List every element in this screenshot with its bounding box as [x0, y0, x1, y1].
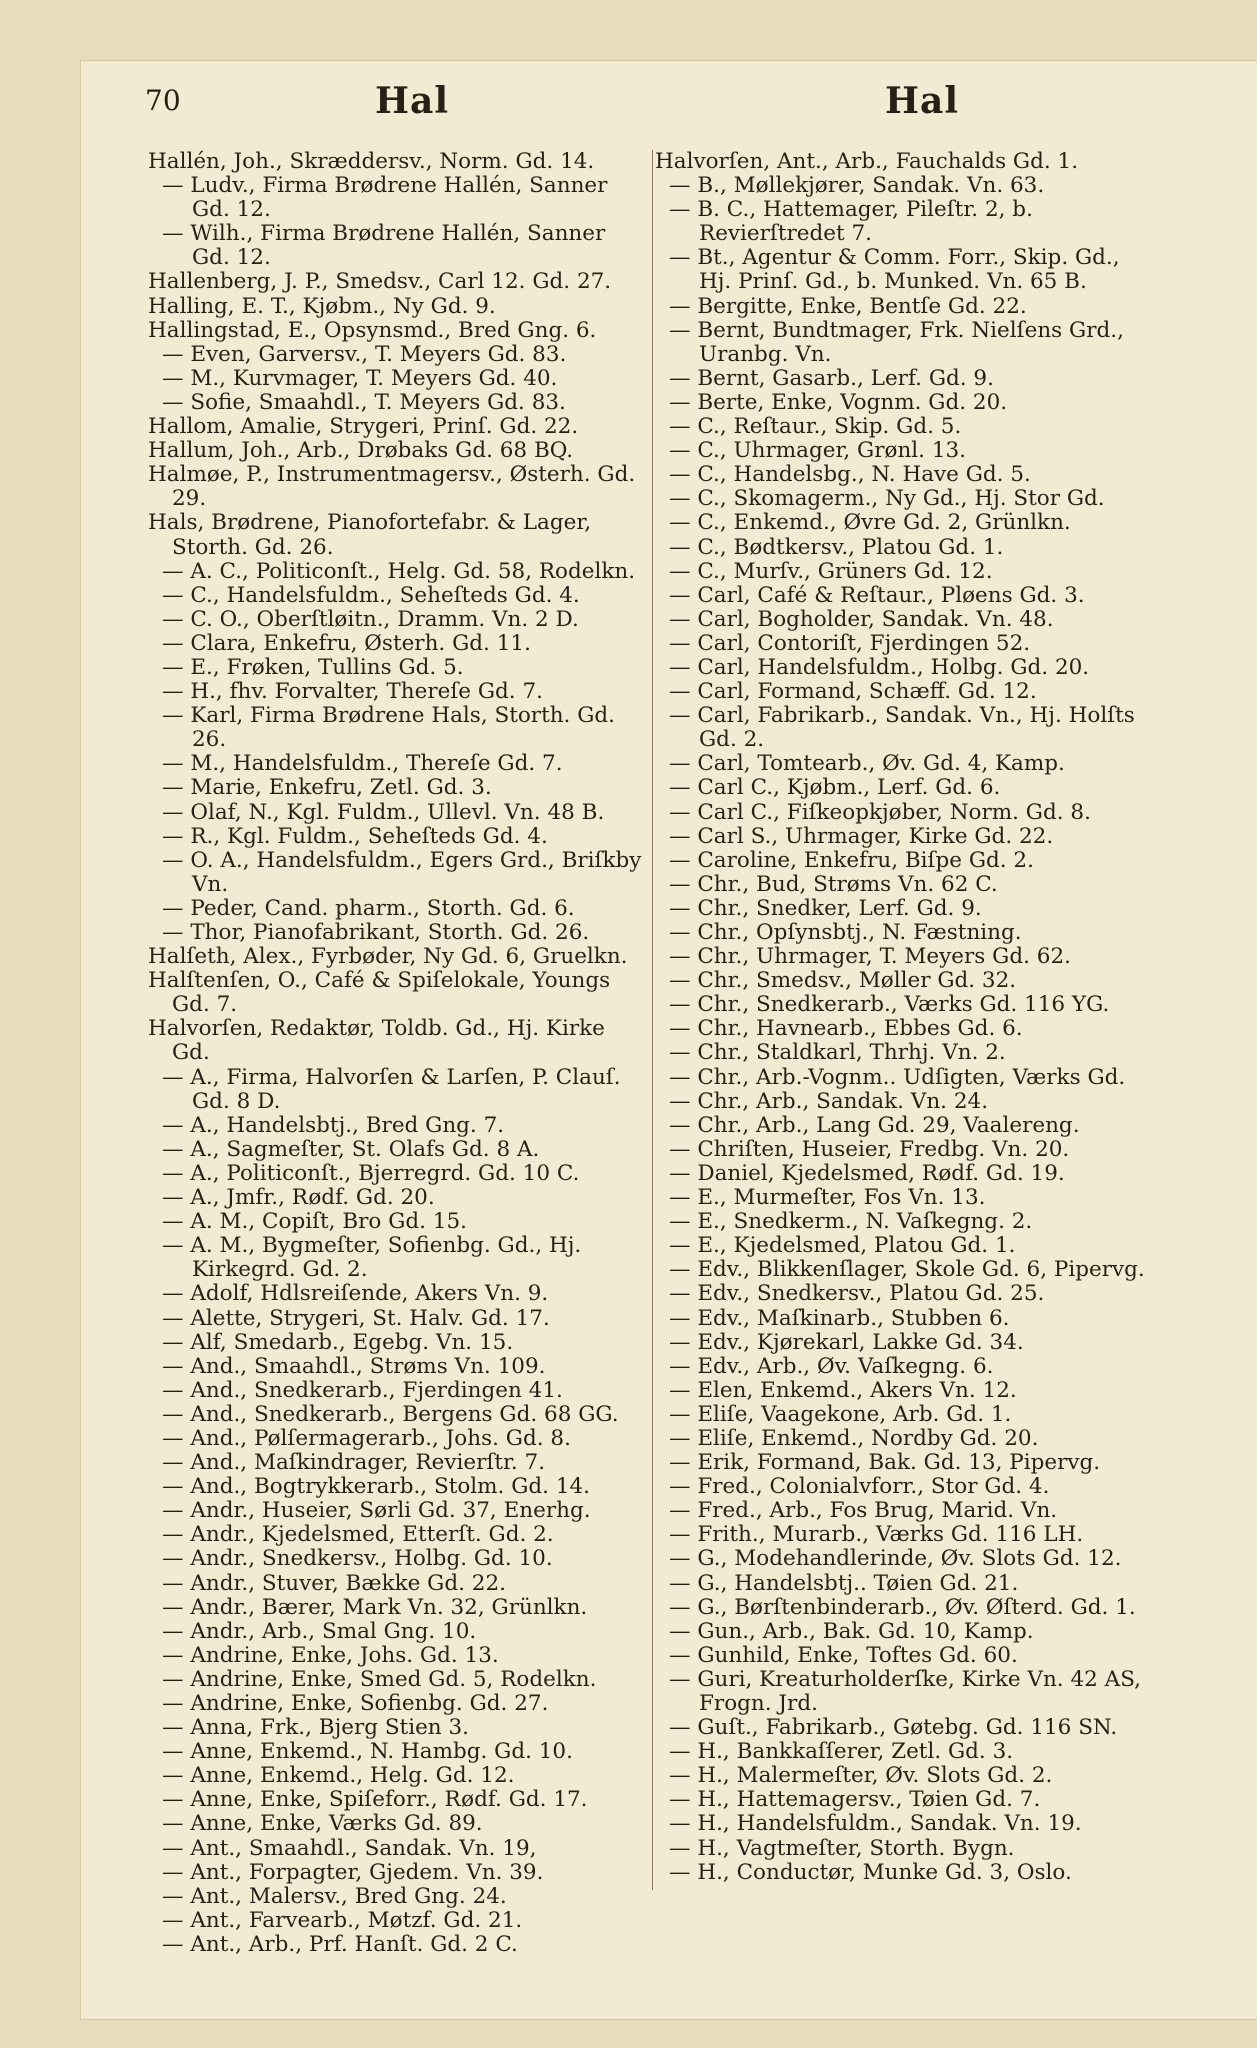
directory-entry: — M., Handelsfuldm., Thereſe Gd. 7.	[162, 751, 563, 777]
directory-entry: Halmøe, P., Instrumentmagersv., Østerh. Gd. 29.	[148, 462, 636, 512]
directory-entry: — Ant., Farvearb., Møtzf. Gd. 21.	[162, 1907, 523, 1933]
directory-entry: — Carl, Café & Reſtaur., Pløens Gd. 3.	[669, 582, 1085, 608]
directory-entry: — Carl C., Kjøbm., Lerf. Gd. 6.	[669, 775, 1001, 801]
directory-entry: — Anne, Enkemd., N. Hambg. Gd. 10.	[162, 1739, 573, 1765]
directory-entry: — C., Murſv., Grüners Gd. 12.	[669, 558, 993, 584]
directory-entry: Hallenberg, J. P., Smedsv., Carl 12. Gd. 27.	[148, 269, 612, 295]
directory-entry: — Edv., Arb., Øv. Vaſkegng. 6.	[669, 1353, 994, 1379]
directory-entry: — A., Handelsbtj., Bred Gng. 7.	[162, 1112, 505, 1138]
directory-entry: — Bt., Agentur & Comm. Forr., Skip. Gd., Hj. Prinſ. Gd., b. Munked. Vn. 65 B.	[669, 245, 1120, 295]
directory-entry: — A. M., Bygmeſter, Sofienbg. Gd., Hj. Kirkegrd. Gd. 2.	[162, 1233, 582, 1283]
directory-entry: Hallum, Joh., Arb., Drøbaks Gd. 68 BQ.	[148, 438, 574, 464]
directory-entry: — Olaf, N., Kgl. Fuldm., Ullevl. Vn. 48 B.	[162, 799, 605, 825]
directory-entry: — Elen, Enkemd., Akers Vn. 12.	[669, 1377, 1017, 1403]
directory-entry: — C., Enkemd., Øvre Gd. 2, Grünlkn.	[669, 510, 1071, 536]
directory-entry: — C., Bødtkersv., Platou Gd. 1.	[669, 534, 1004, 560]
directory-entry: — Carl, Bogholder, Sandak. Vn. 48.	[669, 606, 1054, 632]
directory-entry: — Chr., Smedsv., Møller Gd. 32.	[669, 968, 1017, 994]
directory-entry: — Andrine, Enke, Smed Gd. 5, Rodelkn.	[162, 1666, 597, 1692]
directory-entry: — Anne, Enke, Værks Gd. 89.	[162, 1811, 483, 1837]
directory-entry: — Eliſe, Enkemd., Nordby Gd. 20.	[669, 1425, 1039, 1451]
directory-entry: — Daniel, Kjedelsmed, Rødf. Gd. 19.	[669, 1160, 1065, 1186]
directory-entry: — And., Bogtrykkerarb., Stolm. Gd. 14.	[162, 1474, 591, 1500]
directory-entry: — And., Pølſermagerarb., Johs. Gd. 8.	[162, 1425, 571, 1451]
directory-entry: — E., Murmeſter, Fos Vn. 13.	[669, 1185, 986, 1211]
directory-entry: — Chr., Arb., Lang Gd. 29, Vaalereng.	[669, 1112, 1080, 1138]
left-column	[148, 150, 648, 1957]
directory-entry: — Sofie, Smaahdl., T. Meyers Gd. 83.	[162, 389, 566, 415]
directory-entry: — Eliſe, Vaagekone, Arb. Gd. 1.	[669, 1401, 1012, 1427]
directory-entry: — Chr., Arb.-Vognm.. Udſigten, Værks Gd.	[669, 1064, 1126, 1090]
directory-entry: — Ant., Forpagter, Gjedem. Vn. 39.	[162, 1859, 544, 1885]
directory-entry: — And., Snedkerarb., Bergens Gd. 68 GG.	[162, 1401, 619, 1427]
directory-entry: — H., fhv. Forvalter, Thereſe Gd. 7.	[162, 679, 543, 705]
directory-entry: — Alette, Strygeri, St. Halv. Gd. 17.	[162, 1305, 550, 1331]
directory-entry: — And., Smaahdl., Strøms Vn. 109.	[162, 1353, 546, 1379]
directory-entry: — Peder, Cand. pharm., Storth. Gd. 6.	[162, 895, 575, 921]
directory-entry: — Gun., Arb., Bak. Gd. 10, Kamp.	[669, 1618, 1034, 1644]
directory-entry: — B. C., Hattemager, Pileſtr. 2, b. Revierſtredet 7.	[669, 197, 1033, 247]
directory-entry: — G., Modehandlerinde, Øv. Slots Gd. 12.	[669, 1546, 1122, 1572]
directory-entry: Halſtenſen, O., Café & Spiſelokale, Youngs Gd. 7.	[148, 968, 611, 1018]
directory-entry: — Anna, Frk., Bjerg Stien 3.	[162, 1715, 469, 1741]
directory-entry: — Andr., Huseier, Sørli Gd. 37, Enerhg.	[162, 1498, 591, 1524]
directory-entry: — Even, Garversv., T. Meyers Gd. 83.	[162, 341, 567, 367]
directory-entry: — Carl, Handelsfuldm., Holbg. Gd. 20.	[669, 654, 1090, 680]
directory-entry: — Wilh., Firma Brødrene Hallén, Sanner Gd. 12.	[162, 221, 606, 271]
directory-entry: — Adolf, Hdlsreiſende, Akers Vn. 9.	[162, 1281, 549, 1307]
directory-entry: — B., Møllekjører, Sandak. Vn. 63.	[669, 173, 1045, 199]
directory-entry: — C. O., Oberſtløitn., Dramm. Vn. 2 D.	[162, 606, 579, 632]
directory-entry: — Fred., Arb., Fos Brug, Marid. Vn.	[669, 1498, 1058, 1524]
directory-entry: — Andr., Snedkersv., Holbg. Gd. 10.	[162, 1546, 553, 1572]
directory-entry: — Caroline, Enkefru, Biſpe Gd. 2.	[669, 847, 1034, 873]
directory-entry: — Alf, Smedarb., Egebg. Vn. 15.	[162, 1329, 514, 1355]
directory-entry: — Bernt, Gasarb., Lerf. Gd. 9.	[669, 365, 994, 391]
directory-entry: Halſeth, Alex., Fyrbøder, Ny Gd. 6, Gruelkn.	[148, 944, 628, 970]
directory-entry: — Marie, Enkefru, Zetl. Gd. 3.	[162, 775, 492, 801]
directory-entry: — Fred., Colonialvforr., Stor Gd. 4.	[669, 1474, 1050, 1500]
directory-entry: — Carl, Formand, Schæff. Gd. 12.	[669, 679, 1037, 705]
directory-entry: — Carl, Tomtearb., Øv. Gd. 4, Kamp.	[669, 751, 1065, 777]
directory-entry: — Karl, Firma Brødrene Hals, Storth. Gd. 26.	[162, 703, 616, 753]
directory-entry: — And., Snedkerarb., Fjerdingen 41.	[162, 1377, 563, 1403]
directory-entry: — Andr., Bærer, Mark Vn. 32, Grünlkn.	[162, 1594, 588, 1620]
page-number: 70	[145, 84, 181, 117]
directory-entry: — Andrine, Enke, Johs. Gd. 13.	[162, 1642, 499, 1668]
directory-entry: — G., Handelsbtj.. Tøien Gd. 21.	[669, 1570, 1019, 1596]
running-head-left: Hal	[375, 80, 450, 122]
directory-entry: — Thor, Pianofabrikant, Storth. Gd. 26.	[162, 920, 590, 945]
directory-entry: — A., Firma, Halvorſen & Larſen, P. Clauſ. Gd. 8 D.	[162, 1064, 621, 1114]
directory-entry: — C., Uhrmager, Grønl. 13.	[669, 438, 967, 464]
directory-entry: — R., Kgl. Fuldm., Seheſteds Gd. 4.	[162, 823, 548, 849]
directory-entry: Halling, E. T., Kjøbm., Ny Gd. 9.	[148, 293, 496, 319]
directory-entry: — Andr., Arb., Smal Gng. 10.	[162, 1618, 477, 1644]
directory-entry: — Chr., Snedkerarb., Værks Gd. 116 YG.	[669, 992, 1110, 1018]
directory-entry: — Chr., Opſynsbtj., N. Fæstning.	[669, 920, 1022, 945]
directory-entry: — Anne, Enkemd., Helg. Gd. 12.	[162, 1763, 515, 1789]
directory-entry: — And., Maſkindrager, Revierſtr. 7.	[162, 1450, 546, 1476]
directory-entry: — Andrine, Enke, Sofienbg. Gd. 27.	[162, 1691, 549, 1716]
directory-entry: Hallén, Joh., Skræddersv., Norm. Gd. 14.	[148, 149, 595, 174]
directory-entry: — M., Kurvmager, T. Meyers Gd. 40.	[162, 365, 558, 391]
directory-entry: — A. C., Politiconſt., Helg. Gd. 58, Rodelkn.	[162, 558, 636, 584]
directory-entry: — Chr., Staldkarl, Thrhj. Vn. 2.	[669, 1040, 1006, 1066]
directory-entry: — C., Handelsbg., N. Have Gd. 5.	[669, 462, 1031, 488]
directory-entry: — C., Reſtaur., Skip. Gd. 5.	[669, 414, 962, 440]
directory-entry: — Ant., Malersv., Bred Gng. 24.	[162, 1883, 507, 1909]
directory-entry: — A. M., Copiſt, Bro Gd. 15.	[162, 1209, 467, 1235]
directory-entry: — Carl, Fabrikarb., Sandak. Vn., Hj. Holſts Gd. 2.	[669, 703, 1135, 753]
right-column	[655, 150, 1155, 1885]
directory-entry: Hallom, Amalie, Strygeri, Prinſ. Gd. 22.	[148, 414, 579, 440]
directory-entry: — H., Conductør, Munke Gd. 3, Oslo.	[669, 1859, 1072, 1885]
directory-entry: Halvorſen, Ant., Arb., Fauchalds Gd. 1.	[655, 149, 1079, 174]
directory-entry: — Bernt, Bundtmager, Frk. Nielſens Grd., Uranbg. Vn.	[669, 317, 1124, 367]
directory-entry: Hals, Brødrene, Pianofortefabr. & Lager, Storth. Gd. 26.	[148, 510, 592, 560]
directory-entry: Halvorſen, Redaktør, Toldb. Gd., Hj. Kirke Gd.	[148, 1016, 605, 1066]
directory-entry: — Chr., Arb., Sandak. Vn. 24.	[669, 1088, 989, 1114]
directory-entry: — Erik, Formand, Bak. Gd. 13, Pipervg.	[669, 1450, 1101, 1476]
page-header	[145, 80, 1145, 134]
directory-entry: — Frith., Murarb., Værks Gd. 116 LH.	[669, 1522, 1084, 1548]
directory-entry: — Edv., Blikkenſlager, Skole Gd. 6, Pipervg.	[669, 1257, 1145, 1283]
directory-entry: — Bergitte, Enke, Bentſe Gd. 22.	[669, 293, 1027, 319]
directory-entry: — O. A., Handelsfuldm., Egers Grd., Briſkby Vn.	[162, 847, 642, 897]
directory-entry: — A., Politiconſt., Bjerregrd. Gd. 10 C.	[162, 1160, 580, 1186]
directory-entry: — G., Børſtenbinderarb., Øv. Øſterd. Gd. 1.	[669, 1594, 1136, 1620]
directory-entry: — Anne, Enke, Spiſeforr., Rødf. Gd. 17.	[162, 1787, 588, 1813]
directory-entry: — Carl S., Uhrmager, Kirke Gd. 22.	[669, 823, 1054, 849]
directory-entry: — Carl C., Fiſkeopkjøber, Norm. Gd. 8.	[669, 799, 1091, 825]
directory-entry: — E., Snedkerm., N. Vaſkegng. 2.	[669, 1209, 1033, 1235]
directory-entry: — Edv., Snedkersv., Platou Gd. 25.	[669, 1281, 1045, 1307]
directory-entry: — Edv., Maſkinarb., Stubben 6.	[669, 1305, 1010, 1331]
running-head-right: Hal	[885, 80, 960, 122]
directory-entry: — Ant., Smaahdl., Sandak. Vn. 19,	[162, 1835, 537, 1861]
directory-entry: — Berte, Enke, Vognm. Gd. 20.	[669, 389, 1008, 415]
directory-entry: Hallingstad, E., Opsynsmd., Bred Gng. 6.	[148, 317, 597, 343]
directory-entry: — Gunhild, Enke, Toftes Gd. 60.	[669, 1642, 1018, 1668]
directory-entry: — Chr., Snedker, Lerf. Gd. 9.	[669, 895, 982, 921]
directory-entry: — Ant., Arb., Prf. Hanſt. Gd. 2 C.	[162, 1931, 518, 1957]
directory-entry: — H., Hattemagersv., Tøien Gd. 7.	[669, 1787, 1041, 1813]
directory-entry: — C., Skomagerm., Ny Gd., Hj. Stor Gd.	[669, 486, 1105, 512]
directory-entry: — H., Malermeſter, Øv. Slots Gd. 2.	[669, 1763, 1053, 1789]
directory-entry: — Chr., Uhrmager, T. Meyers Gd. 62.	[669, 944, 1071, 970]
directory-entry: — Chr., Havnearb., Ebbes Gd. 6.	[669, 1016, 1023, 1042]
directory-entry: — Guſt., Fabrikarb., Gøtebg. Gd. 116 SN.	[669, 1715, 1118, 1741]
directory-entry: — Chriſten, Huseier, Fredbg. Vn. 20.	[669, 1136, 1070, 1162]
directory-entry: — Carl, Contoriſt, Fjerdingen 52.	[669, 630, 1031, 656]
directory-entry: — E., Frøken, Tullins Gd. 5.	[162, 654, 464, 680]
directory-entry: — H., Handelsfuldm., Sandak. Vn. 19.	[669, 1811, 1082, 1837]
directory-entry: — E., Kjedelsmed, Platou Gd. 1.	[669, 1233, 1016, 1259]
directory-entry: — Chr., Bud, Strøms Vn. 62 C.	[669, 871, 998, 897]
directory-entry: — H., Bankkaſſerer, Zetl. Gd. 3.	[669, 1739, 1014, 1765]
directory-entry: — C., Handelsfuldm., Seheſteds Gd. 4.	[162, 582, 580, 608]
column-divider	[652, 150, 653, 1890]
directory-entry: — Ludv., Firma Brødrene Hallén, Sanner Gd. 12.	[162, 173, 608, 223]
directory-entry: — Clara, Enkefru, Østerh. Gd. 11.	[162, 630, 531, 656]
directory-entry: — H., Vagtmeſter, Storth. Bygn.	[669, 1835, 1015, 1861]
directory-entry: — A., Sagmeſter, St. Olafs Gd. 8 A.	[162, 1136, 540, 1162]
directory-entry: — Guri, Kreaturholderſke, Kirke Vn. 42 AS, Frogn. Jrd.	[669, 1666, 1141, 1716]
directory-entry: — Andr., Stuver, Bække Gd. 22.	[162, 1570, 506, 1596]
directory-entry: — A., Jmfr., Rødf. Gd. 20.	[162, 1185, 435, 1211]
directory-entry: — Andr., Kjedelsmed, Etterſt. Gd. 2.	[162, 1522, 554, 1548]
directory-entry: — Edv., Kjørekarl, Lakke Gd. 34.	[669, 1329, 1024, 1355]
